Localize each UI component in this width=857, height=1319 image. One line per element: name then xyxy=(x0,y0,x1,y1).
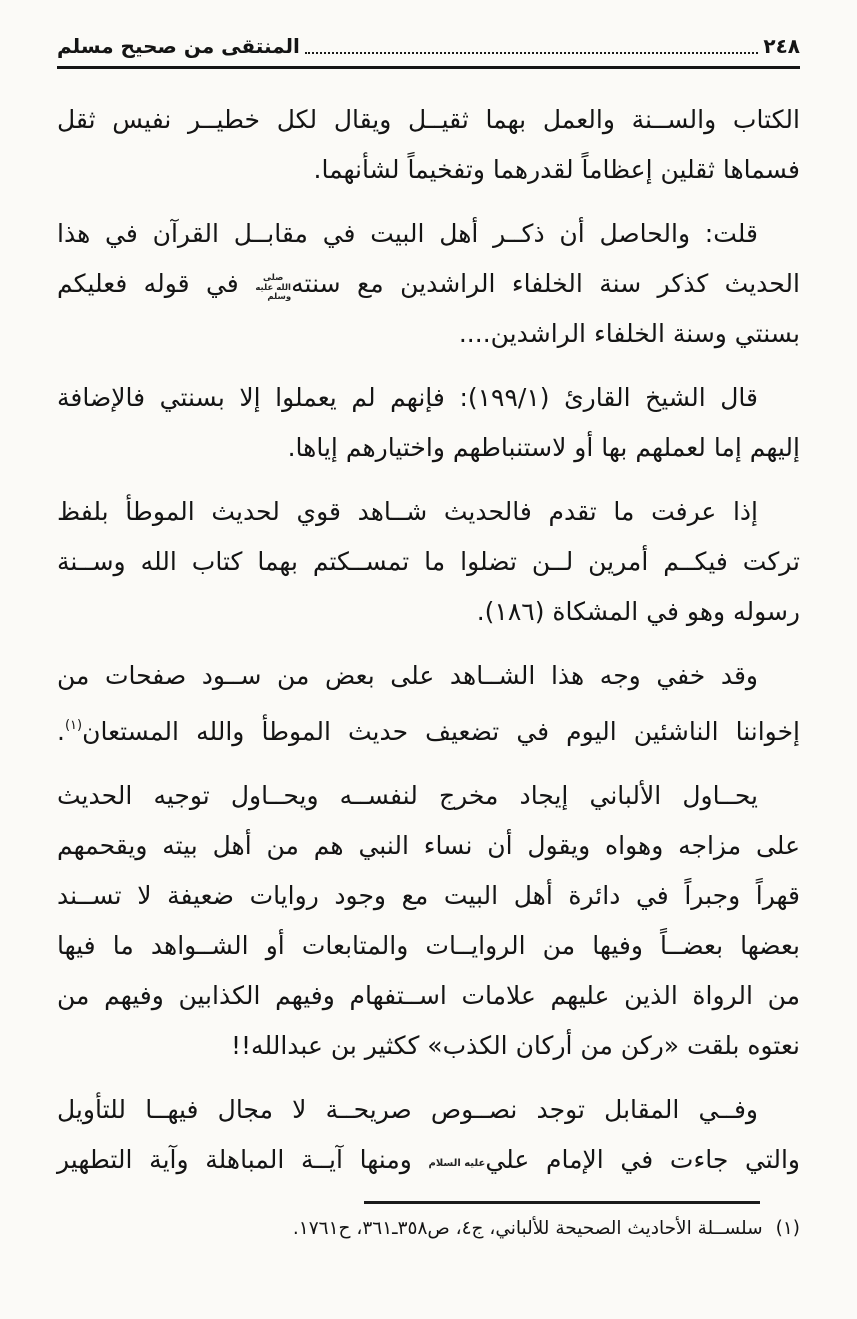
text-line: رسوله وهو في المشكاة (١٨٦). xyxy=(476,597,800,626)
text-line: وقد خفي وجه هذا الشــاهد على بعض من ســود صفحات من xyxy=(57,661,758,690)
text-line: نعتوه بلقت «ركن من أركان الكذب» ككثير بن عبدالله!! xyxy=(231,1031,800,1060)
text-line: إذا عرفت ما تقدم فالحديث شــاهد قوي لحديث الموطأ بلفظ xyxy=(57,497,758,526)
alayhi-salam-honorific-symbol: عليه السلام xyxy=(428,1158,486,1169)
footnote-reference: (١) xyxy=(64,718,83,733)
page-number: ٢٤٨ xyxy=(763,34,800,58)
text-line: تركت فيكــم أمرين لــن تضلوا ما تمســكتم بهما كتاب الله وســنة xyxy=(57,547,800,576)
text-line: وفــي المقابل توجد نصــوص صريحــة لا مجال فيهــا للتأويل xyxy=(57,1095,758,1124)
footnote xyxy=(57,1214,800,1244)
text-segment: في قوله فعليكم xyxy=(57,269,239,298)
text-segment: ومنها آيــة المباهلة وآية التطهير xyxy=(57,1145,412,1174)
paragraph-5 xyxy=(57,651,800,757)
text-line xyxy=(57,701,800,757)
paragraph-6 xyxy=(57,771,800,1071)
text-segment: . xyxy=(57,717,65,746)
footnote-separator xyxy=(364,1201,760,1204)
text-segment: إخواننا الناشئين اليوم في تضعيف حديث الموطأ والله المستعان xyxy=(82,717,800,746)
text-line: قهراً وجبراً في دائرة أهل البيت مع وجود روايات ضعيفة لا تســند xyxy=(57,881,800,910)
text-line: من الرواة الذين عليهم علامات اســتفهام وفيهم الكذابين وفيهم من xyxy=(57,981,800,1010)
footnote-marker: (١) xyxy=(775,1217,800,1239)
page-body xyxy=(57,95,800,1185)
text-line: فسماها ثقلين إعظاماً لقدرهما وتفخيماً لشأنهما. xyxy=(313,155,800,184)
text-line: إليهم إما لعملهم بها أو لاستنباطهم واختيارهم إياها. xyxy=(287,433,800,462)
page-header xyxy=(0,0,857,59)
text-line: على مزاجه وهواه ويقول أن نساء النبي هم من أهل بيته ويقحمهم xyxy=(57,831,800,860)
text-line xyxy=(57,1135,800,1185)
book-title: المنتقى من صحيح مسلم xyxy=(57,34,300,58)
text-line: بعضها بعضــاً وفيها من الروايــات والمتابعات أو الشــواهد ما فيها xyxy=(57,931,800,960)
paragraph-1 xyxy=(57,95,800,195)
text-segment: والتي جاءت في الإمام علي xyxy=(485,1145,800,1174)
paragraph-2 xyxy=(57,209,800,359)
header-rule xyxy=(57,66,800,69)
text-line: بسنتي وسنة الخلفاء الراشدين.... xyxy=(458,319,800,348)
footnote-text: سلســلة الأحاديث الصحيحة للألباني، ج٤، ص٣٥٨ـ٣٦١، ح١٧٦١. xyxy=(292,1217,763,1239)
text-segment: الحديث كذكر سنة الخلفاء الراشدين مع سنته xyxy=(291,269,800,298)
paragraph-7 xyxy=(57,1085,800,1185)
text-line: قلت: والحاصل أن ذكــر أهل البيت في مقابــل القرآن في هذا xyxy=(57,219,758,248)
text-line xyxy=(57,259,800,309)
text-line: يحــاول الألباني إيجاد مخرج لنفســه ويحــاول توجيه الحديث xyxy=(57,781,758,810)
paragraph-3 xyxy=(57,373,800,473)
paragraph-4 xyxy=(57,487,800,637)
header-dotted-leader xyxy=(305,51,758,54)
pbuh-honorific-symbol: صلى الله عليه وسلم xyxy=(255,273,292,302)
text-line: الكتاب والســنة والعمل بهما ثقيــل ويقال لكل خطيــر نفيس ثقل xyxy=(57,105,800,134)
text-line: قال الشيخ القارئ (١٩٩/١): فإنهم لم يعملوا إلا بسنتي فالإضافة xyxy=(57,383,759,412)
